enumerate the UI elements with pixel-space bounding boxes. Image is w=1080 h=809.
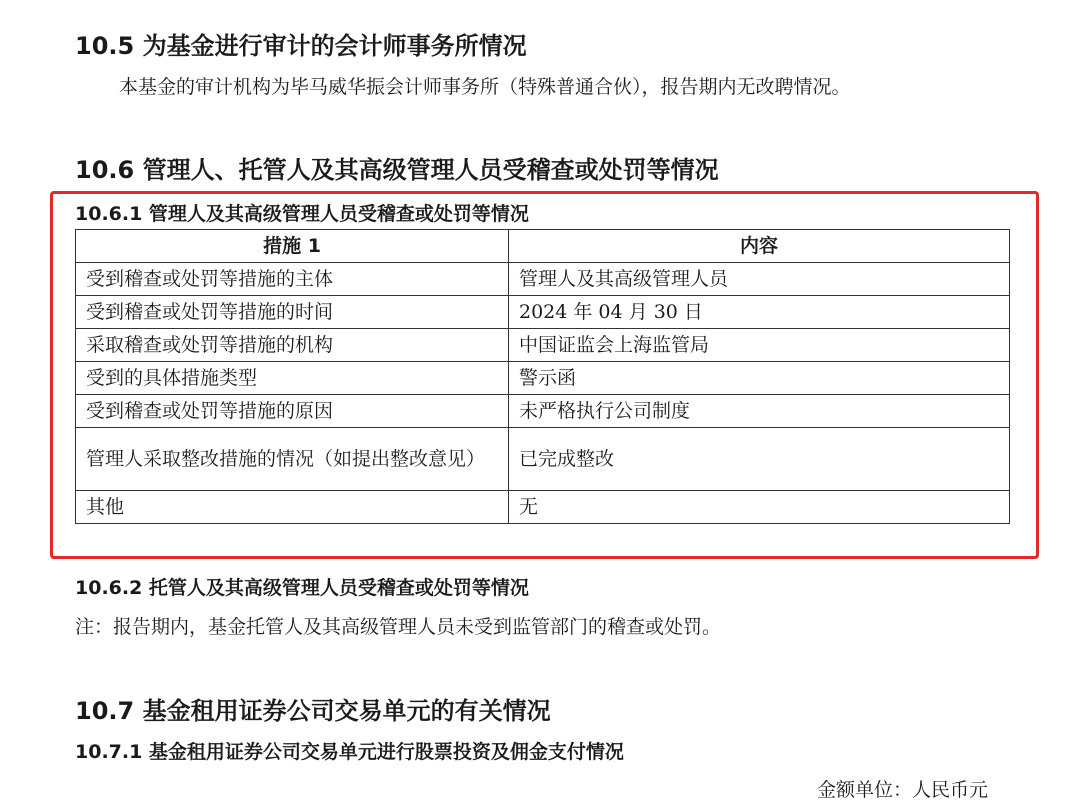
section-10-6-1-heading: 10.6.1 管理人及其高级管理人员受稽查或处罚等情况 — [75, 203, 529, 225]
section-10-7-heading: 10.7 基金租用证券公司交易单元的有关情况 — [75, 697, 551, 725]
row-value: 中国证监会上海监管局 — [509, 329, 1010, 362]
row-value: 警示函 — [509, 362, 1010, 395]
section-10-5-heading: 10.5 为基金进行审计的会计师事务所情况 — [75, 32, 527, 60]
row-label: 其他 — [76, 491, 509, 524]
row-label: 管理人采取整改措施的情况（如提出整改意见） — [76, 428, 509, 491]
row-value: 2024 年 04 月 30 日 — [509, 296, 1010, 329]
table-row — [76, 362, 1010, 395]
section-10-6-2-heading: 10.6.2 托管人及其高级管理人员受稽查或处罚等情况 — [75, 577, 529, 599]
row-value: 未严格执行公司制度 — [509, 395, 1010, 428]
table-row — [76, 296, 1010, 329]
row-label: 采取稽查或处罚等措施的机构 — [76, 329, 509, 362]
table-row — [76, 329, 1010, 362]
amount-unit-label: 金额单位：人民币元 — [817, 779, 989, 801]
table-row — [76, 491, 1010, 524]
penalty-table — [75, 229, 1010, 524]
row-value: 无 — [509, 491, 1010, 524]
section-10-6-heading: 10.6 管理人、托管人及其高级管理人员受稽查或处罚等情况 — [75, 156, 719, 184]
row-label: 受到的具体措施类型 — [76, 362, 509, 395]
row-label: 受到稽查或处罚等措施的原因 — [76, 395, 509, 428]
table-row — [76, 263, 1010, 296]
section-10-5-text: 本基金的审计机构为毕马威华振会计师事务所（特殊普通合伙），报告期内无改聘情况。 — [119, 76, 851, 98]
row-value: 管理人及其高级管理人员 — [509, 263, 1010, 296]
section-10-6-2-note: 注：报告期内，基金托管人及其高级管理人员未受到监管部门的稽查或处罚。 — [75, 616, 722, 638]
row-value: 已完成整改 — [509, 428, 1010, 491]
section-10-7-1-heading: 10.7.1 基金租用证券公司交易单元进行股票投资及佣金支付情况 — [75, 741, 624, 763]
table-header-content: 内容 — [509, 230, 1010, 263]
table-row — [76, 428, 1010, 491]
table-row — [76, 395, 1010, 428]
row-label: 受到稽查或处罚等措施的主体 — [76, 263, 509, 296]
table-header-measure: 措施 1 — [76, 230, 509, 263]
table-header-row — [76, 230, 1010, 263]
row-label: 受到稽查或处罚等措施的时间 — [76, 296, 509, 329]
